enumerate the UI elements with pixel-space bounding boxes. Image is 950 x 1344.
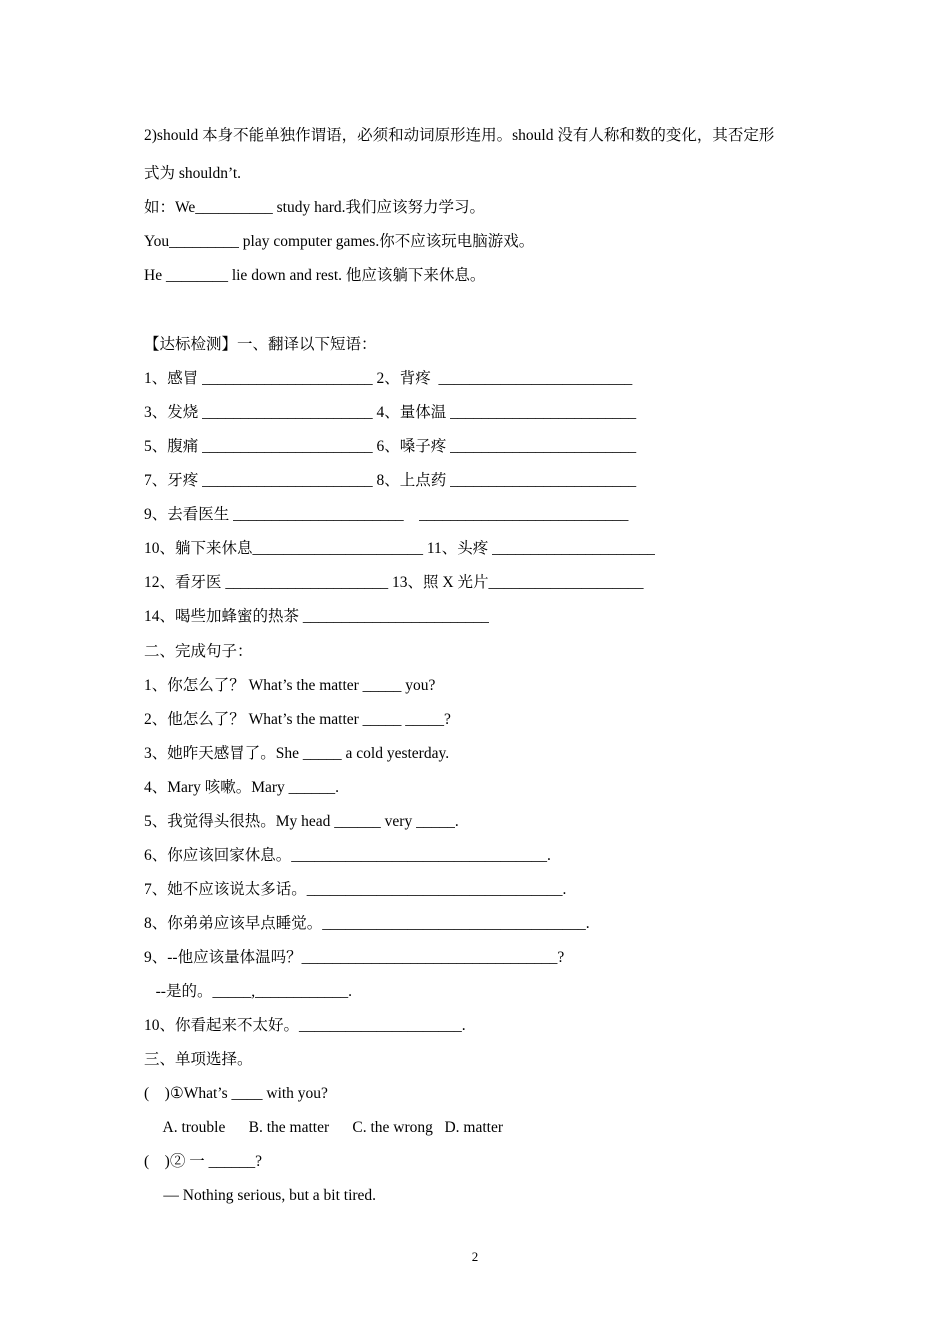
phrase-row-6: 10、躺下来休息______________________ 11、头疼 _____________________ bbox=[144, 540, 655, 557]
choice-question-2: ( )② 一 ______? bbox=[144, 1153, 262, 1170]
phrase-row-8: 14、喝些加蜂蜜的热茶 ________________________ bbox=[144, 608, 489, 625]
page-number: 2 bbox=[471, 1249, 479, 1264]
example-line-we: 如：We__________ study hard.我们应该努力学习。 bbox=[144, 199, 486, 216]
sentence-item-4: 4、Mary 咳嗽。Mary ______. bbox=[144, 779, 340, 796]
sentence-item-5: 5、我觉得头很热。My head ______ very _____. bbox=[144, 813, 459, 830]
section-heading-translate: 【达标检测】一、翻译以下短语： bbox=[144, 336, 377, 353]
section-heading-complete: 二、完成句子： bbox=[144, 643, 253, 660]
choice-reply-2: — Nothing serious, but a bit tired. bbox=[144, 1187, 377, 1204]
choice-question-1: ( )①What’s ____ with you? bbox=[144, 1085, 328, 1102]
choice-options-1: A. trouble B. the matter C. the wrong D. matter bbox=[144, 1119, 504, 1136]
should-rule-line-2: 式为 shouldn’t. bbox=[144, 165, 242, 182]
sentence-item-2: 2、他怎么了？ What’s the matter _____ _____? bbox=[144, 711, 451, 728]
sentence-item-1: 1、你怎么了？ What’s the matter _____ you? bbox=[144, 677, 436, 694]
section-heading-choice: 三、单项选择。 bbox=[144, 1051, 253, 1068]
sentence-item-6: 6、你应该回家休息。_________________________________. bbox=[144, 847, 551, 864]
phrase-row-2: 3、发烧 ______________________ 4、量体温 ________________________ bbox=[144, 404, 637, 421]
example-line-he: He ________ lie down and rest. 他应该躺下来休息。 bbox=[144, 267, 486, 284]
phrase-row-3: 5、腹痛 ______________________ 6、嗓子疼 ________________________ bbox=[144, 438, 637, 455]
sentence-item-10: 10、你看起来不太好。_____________________. bbox=[144, 1017, 466, 1034]
phrase-row-1: 1、感冒 ______________________ 2、背疼 _________________________ bbox=[144, 370, 633, 387]
sentence-item-9: 9、--他应该量体温吗？_________________________________? bbox=[144, 949, 565, 966]
sentence-item-9-answer: --是的。_____,____________. bbox=[144, 983, 352, 1000]
sentence-item-7: 7、她不应该说太多话。_________________________________. bbox=[144, 881, 567, 898]
should-rule-line-1: 2)should 本身不能单独作谓语，必须和动词原形连用。should 没有人称和数的变化，其否定形 bbox=[144, 127, 775, 144]
phrase-row-5: 9、去看医生 ______________________ ___________________________ bbox=[144, 506, 629, 523]
example-line-you: You_________ play computer games.你不应该玩电脑游戏。 bbox=[144, 233, 535, 250]
sentence-item-8: 8、你弟弟应该早点睡觉。__________________________________. bbox=[144, 915, 590, 932]
phrase-row-7: 12、看牙医 _____________________ 13、照 X 光片____________________ bbox=[144, 574, 644, 591]
sentence-item-3: 3、她昨天感冒了。She _____ a cold yesterday. bbox=[144, 745, 450, 762]
phrase-row-4: 7、牙疼 ______________________ 8、上点药 ________________________ bbox=[144, 472, 637, 489]
